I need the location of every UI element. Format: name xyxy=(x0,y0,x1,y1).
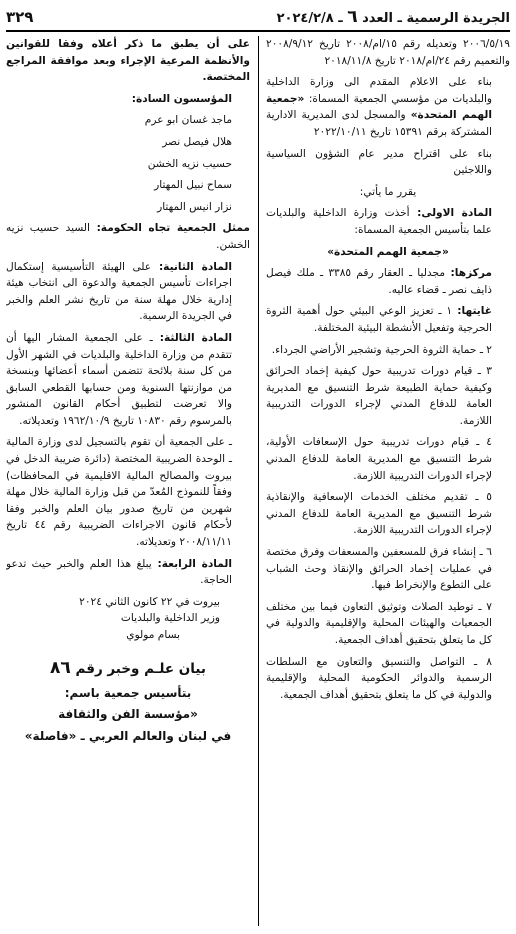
article-three xyxy=(6,330,250,430)
goals-item-1 xyxy=(266,303,510,336)
article-label: المادة الاولى: xyxy=(409,207,493,220)
text: بناء على الاعلام المقدم الى وزارة الداخلية والبلديات من مؤسسي الجمعية المسماة: xyxy=(266,76,492,105)
issue-date: ـ ٢٠٢٤/٢/٨ xyxy=(276,11,343,26)
founder-item: نزار انيس المهتار xyxy=(157,200,232,213)
left-column xyxy=(6,36,250,926)
text: بيان علـم وخبر رقم xyxy=(75,660,206,677)
bulletin-subtitle: بتأسيس جمعية باسم: xyxy=(64,685,192,700)
goals-item-2: ٢ ـ حماية الثروة الحرجية وتشجير الأراضي الجرداء. xyxy=(271,343,492,356)
text: ١ ـ تعزيز الوعي البيئي حول أهمية الثروة الحرجية وتفعيل الأنشطة البيئية المختلفة. xyxy=(266,305,492,334)
label: مركزها: xyxy=(445,267,492,280)
page-number: ٣٢٩ xyxy=(6,8,34,26)
right-column xyxy=(266,36,510,926)
text: أخذت وزارة الداخلية والبلديات علما بتأسيس الجمعية المسماة: xyxy=(266,207,492,236)
goals-item-7: ٧ ـ توطيد الصلات وتوثيق التعاون فيما بين مختلف الجمعيات والهيئات المحلية والإقليمية والدولية في كل ما يتعلق بتحقيق أهداف الجمعية. xyxy=(266,600,492,646)
text: يبلغ هذا العلم والخبر حيث تدعو الحاجة. xyxy=(6,557,232,587)
association-name: «جمعية الهمم المتحدة» xyxy=(266,92,492,122)
founders-title: المؤسسون السادة: xyxy=(131,92,232,105)
signature-name: بسام مولوي xyxy=(126,629,180,641)
paragraph-proposal: بناء على اقتراح مدير عام الشؤون السياسية واللاجئين xyxy=(266,147,492,177)
ref-dates: ٢٠٠٦/٥/١٩ وتعديله رقم ١٥/ام/٢٠٠٨ تاريخ ٢٠٠٨/٩/١٢ والتعميم رقم ٢٤/ام/٢٠١٨ تاريخ ٢٠١٨/١١/٨ xyxy=(266,38,510,67)
article-label: المادة الرابعة: xyxy=(151,557,232,570)
bulletin-org-name: «مؤسسة الفن والثقافة xyxy=(58,707,198,722)
association-title: «جمعية الهمم المتحدة» xyxy=(327,245,449,258)
signature-place-date: بيروت في ٢٢ كانون الثاني ٢٠٢٤ xyxy=(79,595,220,608)
representative xyxy=(6,220,250,253)
signature-title: وزير الداخلية والبلديات xyxy=(120,612,220,625)
header-rule xyxy=(6,30,510,32)
bulletin-heading xyxy=(6,658,250,680)
article-two xyxy=(6,259,250,325)
article-one xyxy=(266,205,510,238)
text: والمسجل لدى المديرية الادارية المشتركة برقم ١٥٣٩١ تاريخ ٢٠٢٢/١٠/١١ xyxy=(266,109,492,138)
bulletin-number: ٨٦ xyxy=(50,657,71,678)
compliance-note: على أن يطبق ما ذكر أعلاه وفقا للقوانين والأنظمة المرعية الإجراء وبعد موافقة المراجع المختصة. xyxy=(6,38,250,84)
label: ممثل الجمعية تجاه الحكومة: xyxy=(89,222,250,235)
text: على الهيئة التأسيسية إستكمال اجراءات تأسيس الجمعية والدعوة الى انتخاب هيئة إدارية خلال مهلة سنة من تاريخ نشر العلم والخبر في الجريدة الرسمية. xyxy=(6,260,232,323)
gazette-title xyxy=(277,7,510,27)
decision-heading: يقرر ما يأتي: xyxy=(359,185,417,198)
founder-item: ماجد غسان ابو عرم xyxy=(144,114,232,127)
issue-number: ٦ xyxy=(347,7,358,27)
text: مجدليا ـ العقار رقم ٣٣٨٥ ـ ملك فيصل ذايف نصر ـ قضاء عاليه. xyxy=(266,267,492,296)
goals-item-4: ٤ ـ قيام دورات تدريبية حول الإسعافات الأولية، شرط التنسيق مع المديرية العامة للدفاع المدني لإجراء الدورات التدريبية اللازمة. xyxy=(266,436,492,482)
column-divider xyxy=(258,36,259,926)
article-four xyxy=(6,556,250,589)
headquarters xyxy=(266,265,510,298)
founder-item: حسيب نزيه الخشن xyxy=(147,157,232,170)
page-header xyxy=(6,6,510,28)
founder-item: هلال فيصل نصر xyxy=(162,135,232,148)
article-three-tax: ـ على الجمعية أن تقوم بالتسجيل لدى وزارة المالية ـ الوحدة الضريبية المختصة (دائرة ضريبة الدخل في بيروت والمصالح المالية الاقليمية في المحافظات) وفقاً للنموذج المُعدّ من قبل وزارة المالية خلال مهلة شهرين من تاريخ صدور بيان العلم والخبر وفقا لأحكام قانون الاجراءات الضريبية رقم ٤٤ تاريخ ٢٠٠٨/١١/١١ وتعديلاته. xyxy=(6,436,233,549)
text: ـ على الجمعية المشار اليها أن تتقدم من وزارة الداخلية والبلديات في الشهر الأول من كل سنة بلائحة تتضمن أسماء أعضائها وبنسخة من موازنتها السنوية ومن حسابها القطعي السابق والا تعرضت لتطبيق أحكام القانون المنشور بالمرسوم رقم ١٠٨٣٠ تاريخ ١٩٦٢/١٠/٩ وتعديلاته. xyxy=(6,331,232,427)
article-label: المادة الثانية: xyxy=(151,260,232,273)
label: غايتها: xyxy=(452,305,492,318)
text: السيد حسيب نزيه الخشن. xyxy=(6,222,250,251)
goals-item-5: ٥ ـ تقديم مختلف الخدمات الإسعافية والإنقاذية شرط التنسيق مع المديرية العامة للدفاع المدني لإجراء الدورات التدريبية اللازمة. xyxy=(266,491,492,537)
goals-item-6: ٦ ـ إنشاء فرق للمسعفين والمسعفات وفرق مختصة في عمليات إخماد الحرائق والإنقاذ وحث الشباب على التطوع والإنخراط فيها. xyxy=(266,546,492,592)
paragraph-notice xyxy=(266,74,510,140)
founder-item: سماح نبيل المهتار xyxy=(154,179,232,192)
bulletin-org-region: في لبنان والعالم العربي ـ «فاصلة» xyxy=(24,728,232,743)
article-label: المادة الثالثة: xyxy=(152,331,232,344)
gazette-name: الجريدة الرسمية ـ العدد xyxy=(362,11,510,26)
goals-item-8: ٨ ـ التواصل والتنسيق والتعاون مع السلطات الرسمية والدوائر الحكومية المحلية والإقليمية والدولية في كل ما يتعلق بتحقيق أهداف الجمعية. xyxy=(266,655,492,701)
goals-item-3: ٣ ـ قيام دورات تدريبية حول كيفية إخماد الحرائق وكيفية حماية الطبيعة شرط التنسيق مع المديرية العامة للدفاع المدني لإجراء الدورات التدريبية اللازمة. xyxy=(266,365,492,427)
